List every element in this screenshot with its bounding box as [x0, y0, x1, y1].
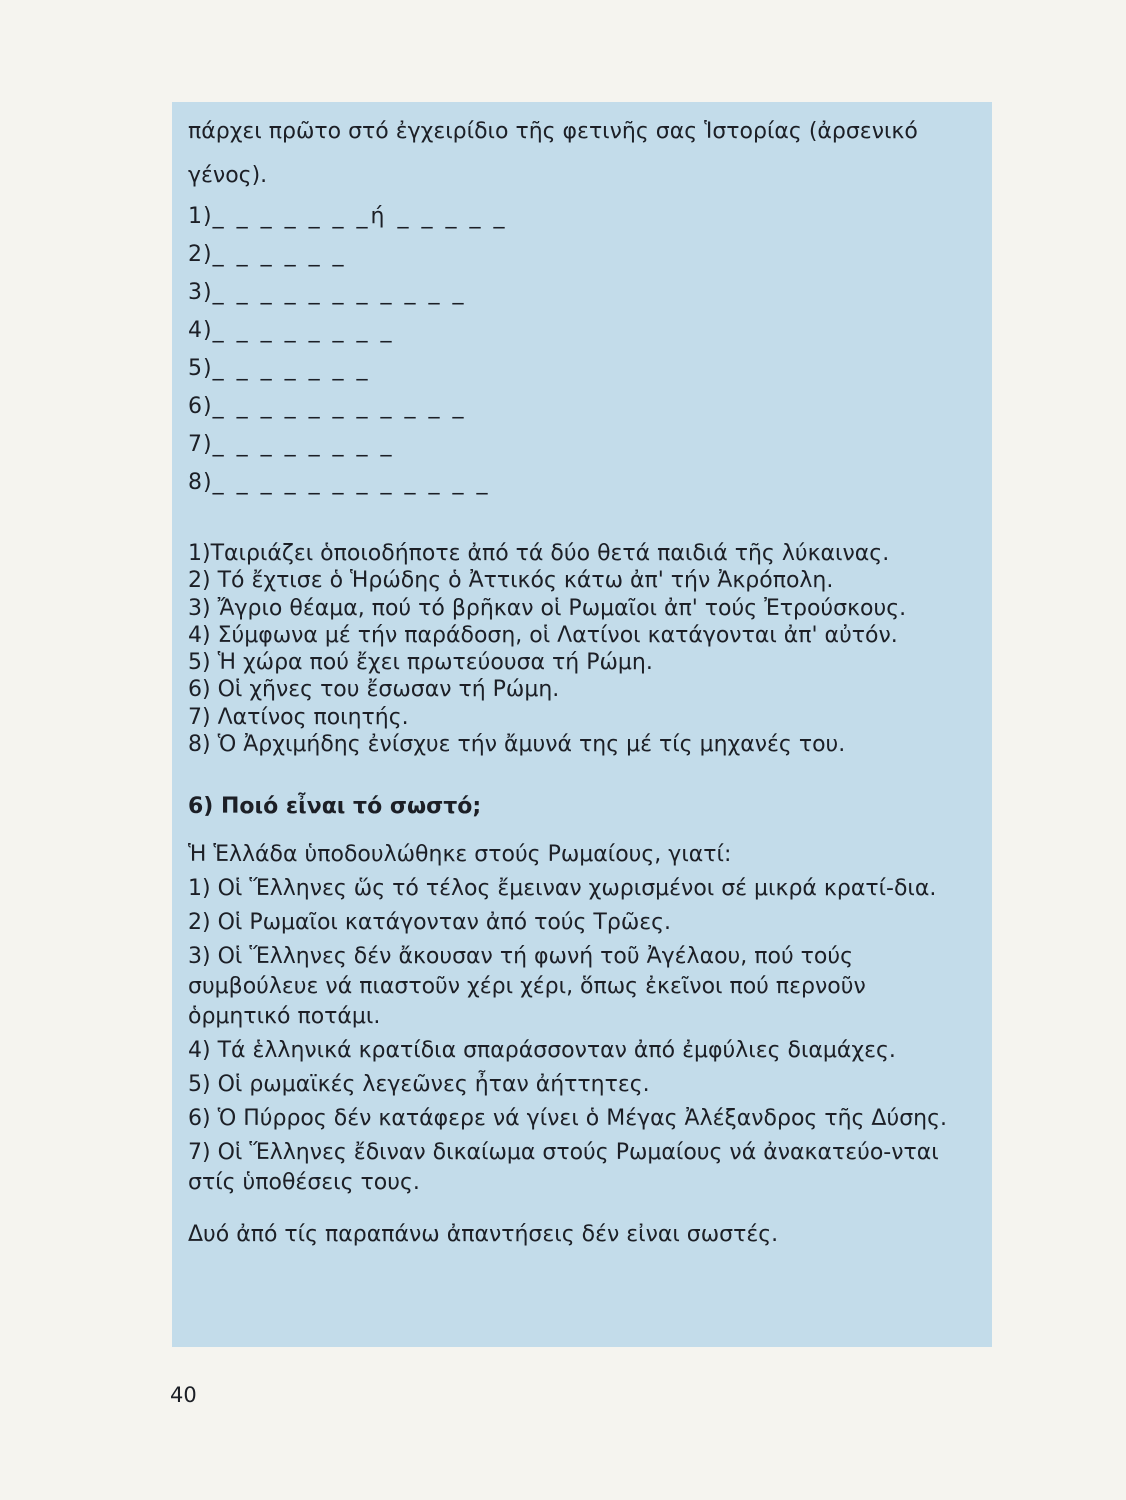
clue-item: 7) Λατίνος ποιητής. [188, 704, 409, 730]
answer-option-4[interactable]: 4) Τά ἑλληνικά κρατίδια σπαράσσονταν ἀπό ἐμφύλιες διαμάχες. [188, 1038, 896, 1064]
clue-item: 1)Ταιριάζει ὁποιοδήποτε ἀπό τά δύο θετά παιδιά τῆς λύκαινας. [188, 541, 890, 566]
blank-label: 8) [188, 470, 213, 495]
clue-list [188, 540, 978, 758]
blank-row-2[interactable] [188, 236, 978, 274]
clue-item: 4) Σύμφωνα μέ τήν παράδοση, οἱ Λατίνοι κατάγονται ἀπ' αὐτόν. [188, 622, 898, 648]
answer-option-2[interactable]: 2) Οἱ Ρωμαῖοι κατάγονταν ἀπό τούς Τρῶες. [188, 910, 672, 936]
blank-row-6[interactable] [188, 388, 978, 426]
answer-option-3[interactable]: 3) Οἱ Ἕλληνες δέν ἄκουσαν τή φωνή τοῦ Ἀγέλαου, πού τούς συμβούλευε νά πιαστοῦν χέρι χέρι, ὅπως ἐκεῖνοι πού περνοῦν ὁρμητικό ποτάμι. [188, 944, 866, 1030]
clue-item: 2) Τό ἔχτισε ὁ Ἡρώδης ὁ Ἀττικός κάτω ἀπ' τήν Ἀκρόπολη. [188, 568, 834, 594]
question-6-title: 6) Ποιό εἶναι τό σωστό; [188, 794, 482, 820]
clue-item: 8) Ὁ Ἀρχιμήδης ἐνίσχυε τήν ἄμυνά της μέ τίς μηχανές του. [188, 732, 846, 758]
blank-row-7[interactable] [188, 426, 978, 464]
answer-option-5[interactable]: 5) Οἱ ρωμαϊκές λεγεῶνες ἦταν ἀήττητες. [188, 1072, 650, 1098]
intro-line-2: γένος). [188, 163, 268, 188]
blank-row-5[interactable] [188, 350, 978, 388]
blank-row-4[interactable] [188, 312, 978, 350]
blank-dashes[interactable]: _ _ _ _ _ _ _ _ _ _ _ _ [212, 470, 491, 495]
blank-label: 6) [188, 394, 213, 419]
blank-label: 1) [188, 204, 213, 229]
clue-item: 3) Ἄγριο θέαμα, πού τό βρῆκαν οἱ Ρωμαῖοι ἀπ' τούς Ἐτρούσκους. [188, 595, 907, 621]
blank-dashes[interactable]: _ _ _ _ _ _ _ _ [212, 318, 395, 343]
blank-row-8[interactable] [188, 464, 978, 502]
page-content [188, 110, 978, 1250]
clue-item: 5) Ἡ χώρα πού ἔχει πρωτεύουσα τή Ρώμη. [188, 650, 653, 676]
question-6-prompt: Ἡ Ἑλλάδα ὑποδουλώθηκε στούς Ρωμαίους, γιατί: [188, 842, 732, 868]
blank-label: 3) [188, 280, 213, 305]
blank-dashes[interactable]: _ _ _ _ _ _ _ _ _ _ _ [212, 280, 467, 305]
page-number: 40 [170, 1383, 197, 1407]
blank-row-1[interactable] [188, 198, 978, 236]
blank-row-3[interactable] [188, 274, 978, 312]
clue-item: 6) Οἱ χῆνες του ἔσωσαν τή Ρώμη. [188, 677, 560, 703]
answer-option-7[interactable]: 7) Οἱ Ἕλληνες ἔδιναν δικαίωμα στούς Ρωμαίους νά ἀνακατεύο-νται στίς ὑποθέσεις τους. [188, 1140, 939, 1196]
answer-option-1[interactable]: 1) Οἱ Ἕλληνες ὥς τό τέλος ἔμειναν χωρισμένοι σέ μικρά κρατί-δια. [188, 876, 937, 902]
intro-text [188, 110, 978, 198]
intro-line-1: πάρχει πρῶτο στό ἐγχειρίδιο τῆς φετινῆς σας Ἱστορίας (ἀρσενικό [188, 119, 918, 144]
blank-label: 5) [188, 356, 213, 381]
blank-dashes[interactable]: _ _ _ _ _ _ _ [212, 356, 371, 381]
blank-label: 4) [188, 318, 213, 343]
blank-dashes[interactable]: _ _ _ _ _ _ _ _ [212, 432, 395, 457]
blank-label: 2) [188, 242, 213, 267]
blank-label: 7) [188, 432, 213, 457]
fill-in-blanks [188, 198, 978, 502]
blank-dashes[interactable]: _ _ _ _ _ _ _ή _ _ _ _ _ [212, 204, 508, 229]
question-6-body [188, 840, 978, 1250]
answer-option-6[interactable]: 6) Ὁ Πύρρος δέν κατάφερε νά γίνει ὁ Μέγας Ἀλέξανδρος τῆς Δύσης. [188, 1106, 947, 1132]
question-6-note: Δυό ἀπό τίς παραπάνω ἀπαντήσεις δέν εἰναι σωστές. [188, 1222, 779, 1248]
blank-dashes[interactable]: _ _ _ _ _ _ [212, 242, 347, 267]
blank-dashes[interactable]: _ _ _ _ _ _ _ _ _ _ _ [212, 394, 467, 419]
